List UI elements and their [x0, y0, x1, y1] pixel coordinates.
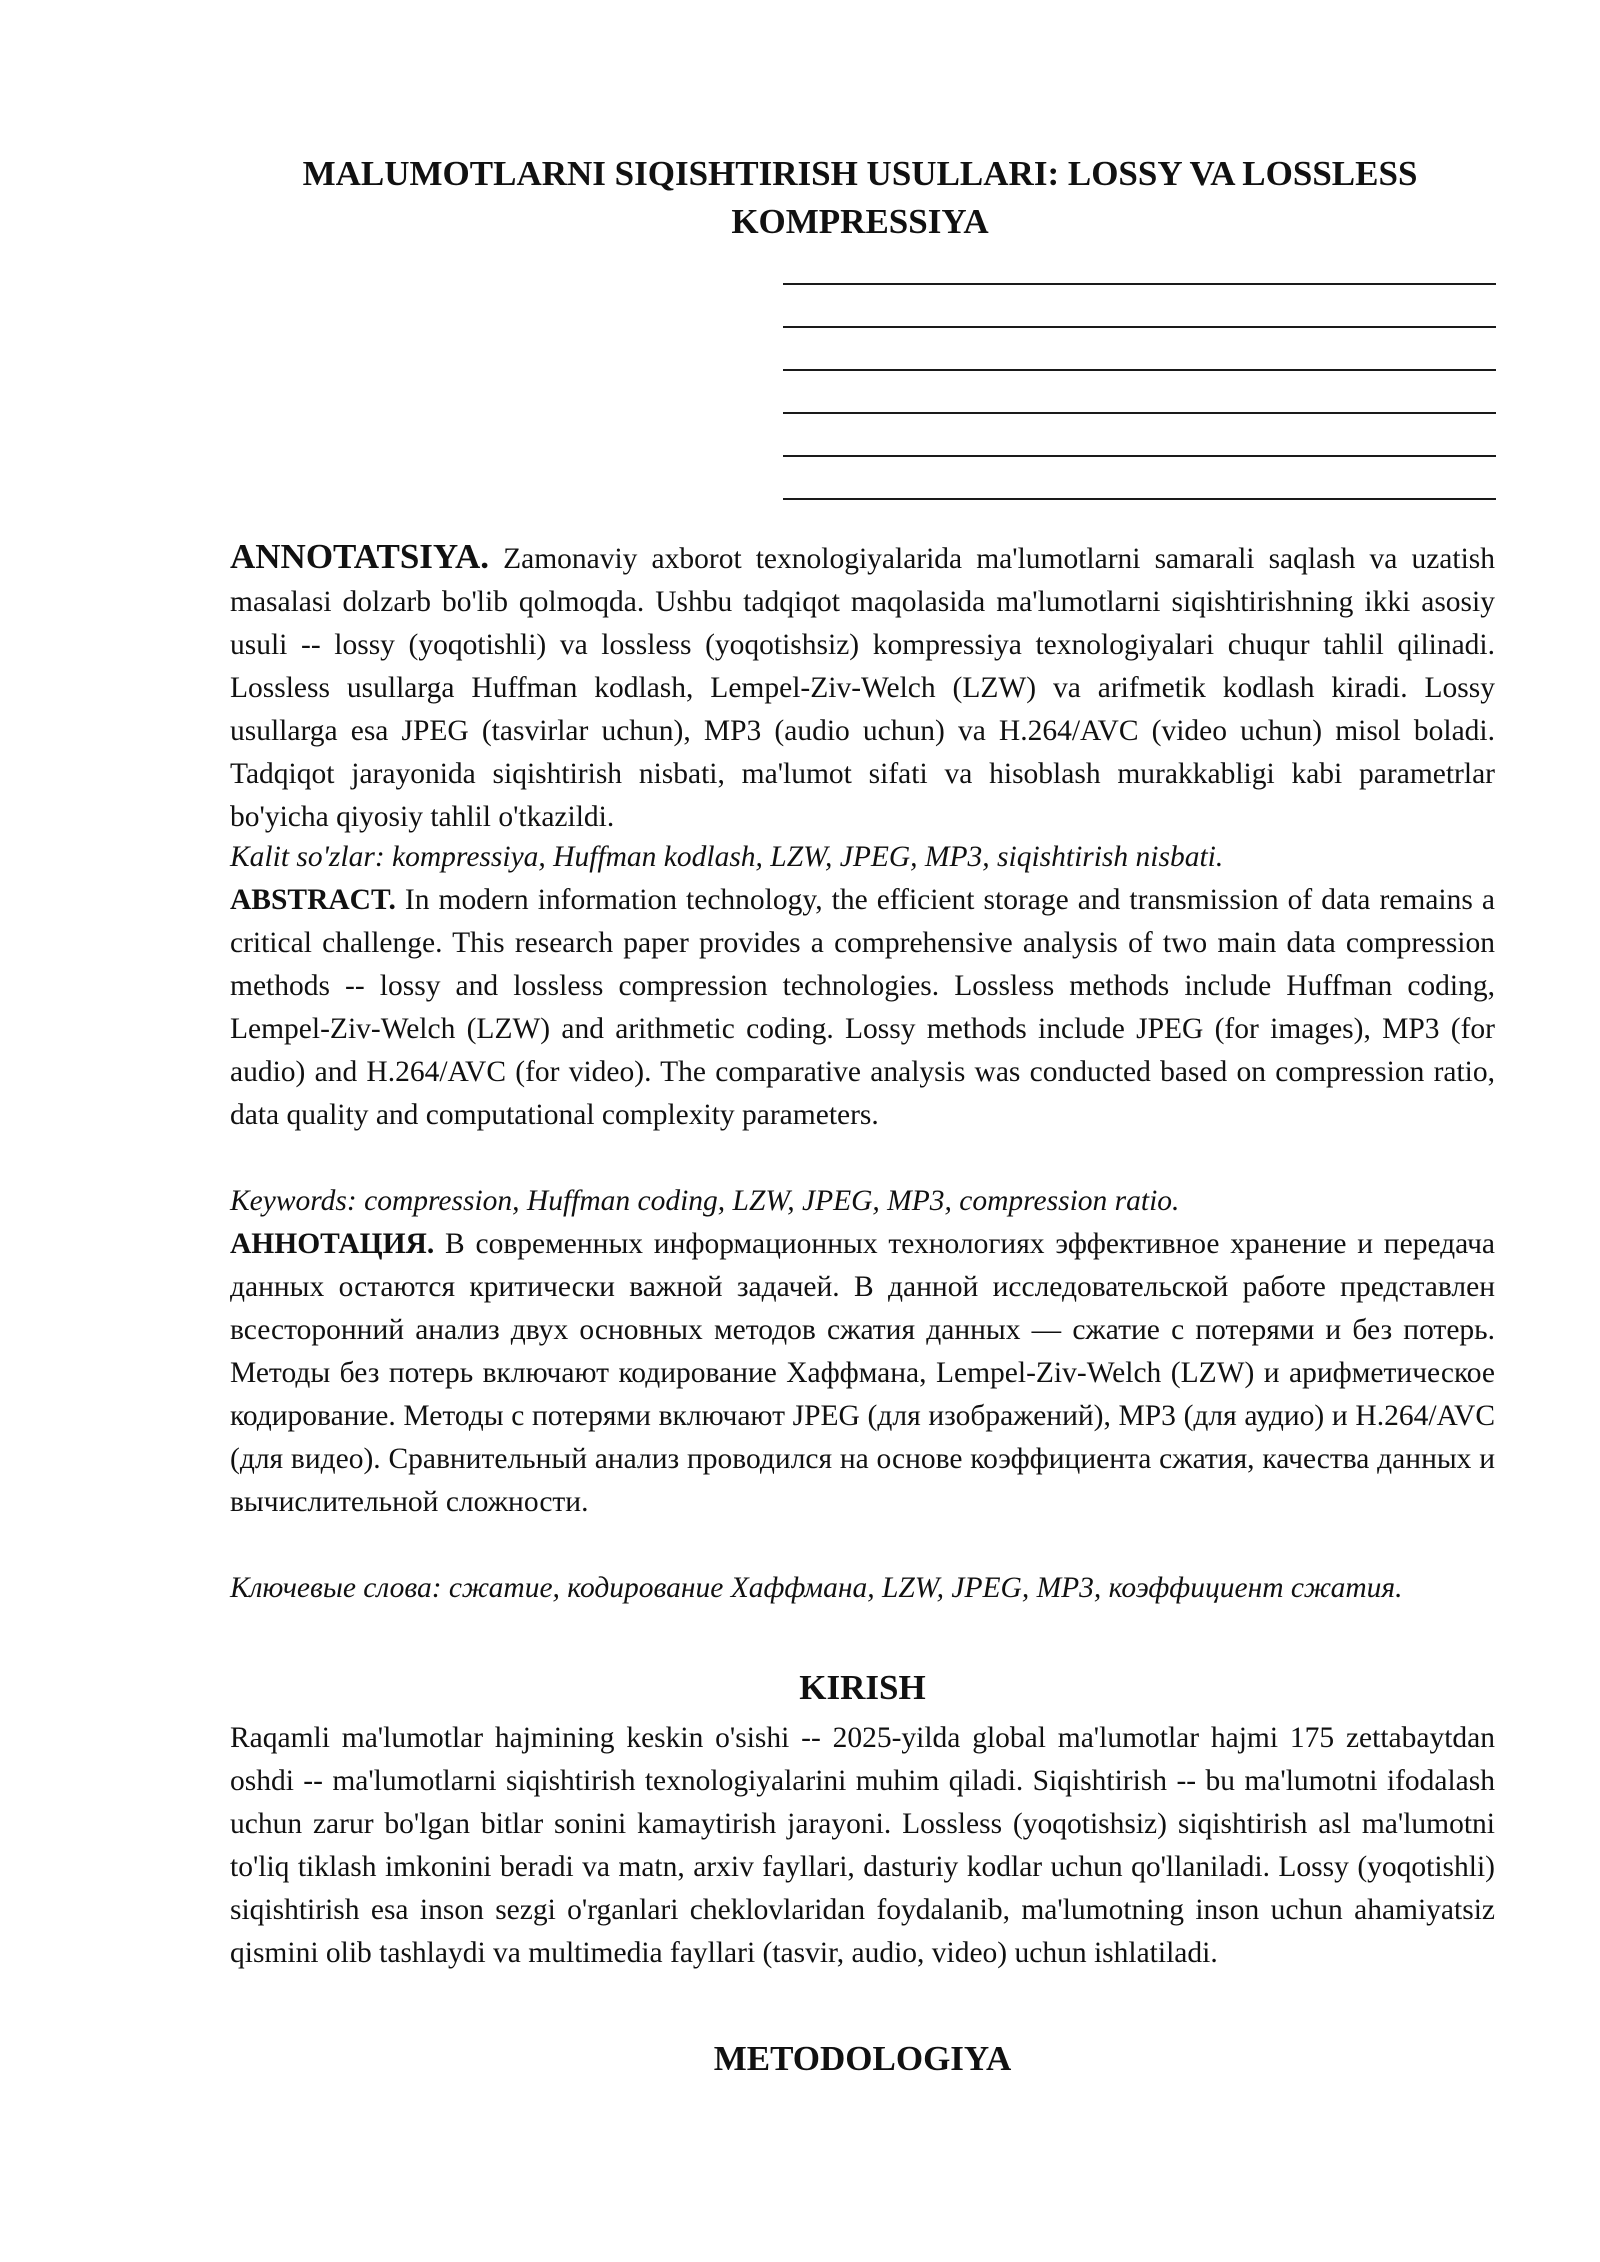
metodologiya-heading: METODOLOGIYA	[713, 2039, 1012, 2078]
annotatsiya-ru-text: В современных информационных технологиях эффективное хранение и передача данных остаются критически важной задачей. В данной исследовательской работе представлен всесторонний анализ двух основных методов сжатия данных — сжатие с потерями и без потерь. Методы без потерь включают кодирование Хаффмана, Lempel-Ziv-Welch (LZW) и арифметическое кодирование. Методы с потерями включают JPEG (для изображений), MP3 (для аудио) и H.264/AVC (для видео). Сравнительный анализ проводился на основе коэффициента сжатия, качества данных и вычислительной сложности.	[230, 1228, 1495, 1518]
abstract-paragraph	[230, 879, 1495, 1137]
abstract-label: ABSTRACT.	[230, 884, 396, 916]
keywords-ru: Ключевые слова: сжатие, кодирование Хаффмана, LZW, JPEG, MP3, коэффициент сжатия.	[230, 1572, 1403, 1604]
author-line	[783, 283, 1496, 285]
kirish-paragraph: Raqamli ma'lumotlar hajmining keskin o'sishi -- 2025-yilda global ma'lumotlar hajmi 175 zettabaytdan oshdi -- ma'lumotlarni siqishtirish texnologiyalarini muhim qiladi. Siqishtirish -- bu ma'lumotni ifodalash uchun zarur bo'lgan bitlar sonini kamaytirish jarayoni. Lossless (yoqotishsiz) siqishtirish asl ma'lumotni to'liq tiklash imkonini beradi va matn, arxiv fayllari, dasturiy kodlar uchun qo'llaniladi. Lossy (yoqotishli) siqishtirish esa inson sezgi o'rganlari cheklovlaridan foydalanib, ma'lumotning inson uchun ahamiyatsiz qismini olib tashlaydi va multimedia fayllari (tasvir, audio, video) uchun ishlatiladi.	[230, 1722, 1495, 1969]
kalit-sozlar: Kalit so'zlar: kompressiya, Huffman kodlash, LZW, JPEG, MP3, siqishtirish nisbati.	[230, 841, 1224, 873]
kirish-heading: KIRISH	[799, 1668, 926, 1707]
author-line	[783, 455, 1496, 457]
annotatsiya-text: Zamonaviy axborot texnologiyalarida ma'lumotlarni samarali saqlash va uzatish masalasi dolzarb bo'lib qolmoqda. Ushbu tadqiqot maqolasida ma'lumotlarni siqishtirishning ikki asosiy usuli -- lossy (yoqotishli) va lossless (yoqotishsiz) kompressiya texnologiyalari chuqur tahlil qilinadi. Lossless usullarga Huffman kodlash, Lempel-Ziv-Welch (LZW) va arifmetik kodlash kiradi. Lossy usullarga esa JPEG (tasvirlar uchun), MP3 (audio uchun) va H.264/AVC (video uchun) misol boladi. Tadqiqot jarayonida siqishtirish nisbati, ma'lumot sifati va hisoblash murakkabligi kabi parametrlar bo'yicha qiyosiy tahlil o'tkazildi.	[230, 543, 1495, 833]
author-blank-lines	[783, 283, 1496, 541]
author-line	[783, 412, 1496, 414]
keywords: Keywords: compression, Huffman coding, LZW, JPEG, MP3, compression ratio.	[230, 1185, 1180, 1217]
annotatsiya-ru-label: АННОТАЦИЯ.	[230, 1228, 435, 1260]
author-line	[783, 369, 1496, 371]
annotatsiya-paragraph	[230, 535, 1495, 839]
author-line	[783, 326, 1496, 328]
annotatsiya-ru-paragraph	[230, 1223, 1495, 1524]
annotatsiya-label: ANNOTATSIYA.	[230, 537, 489, 576]
paper-title: MALUMOTLARNI SIQISHTIRISH USULLARI: LOSSY VA LOSSLESS KOMPRESSIYA	[302, 154, 1418, 241]
abstract-text: In modern information technology, the efficient storage and transmission of data remains a critical challenge. This research paper provides a comprehensive analysis of two main data compression methods -- lossy and lossless compression technologies. Lossless methods include Huffman coding, Lempel-Ziv-Welch (LZW) and arithmetic coding. Lossy methods include JPEG (for images), MP3 (for audio) and H.264/AVC (for video). The comparative analysis was conducted based on compression ratio, data quality and computational complexity parameters.	[230, 884, 1495, 1131]
author-line	[783, 498, 1496, 500]
